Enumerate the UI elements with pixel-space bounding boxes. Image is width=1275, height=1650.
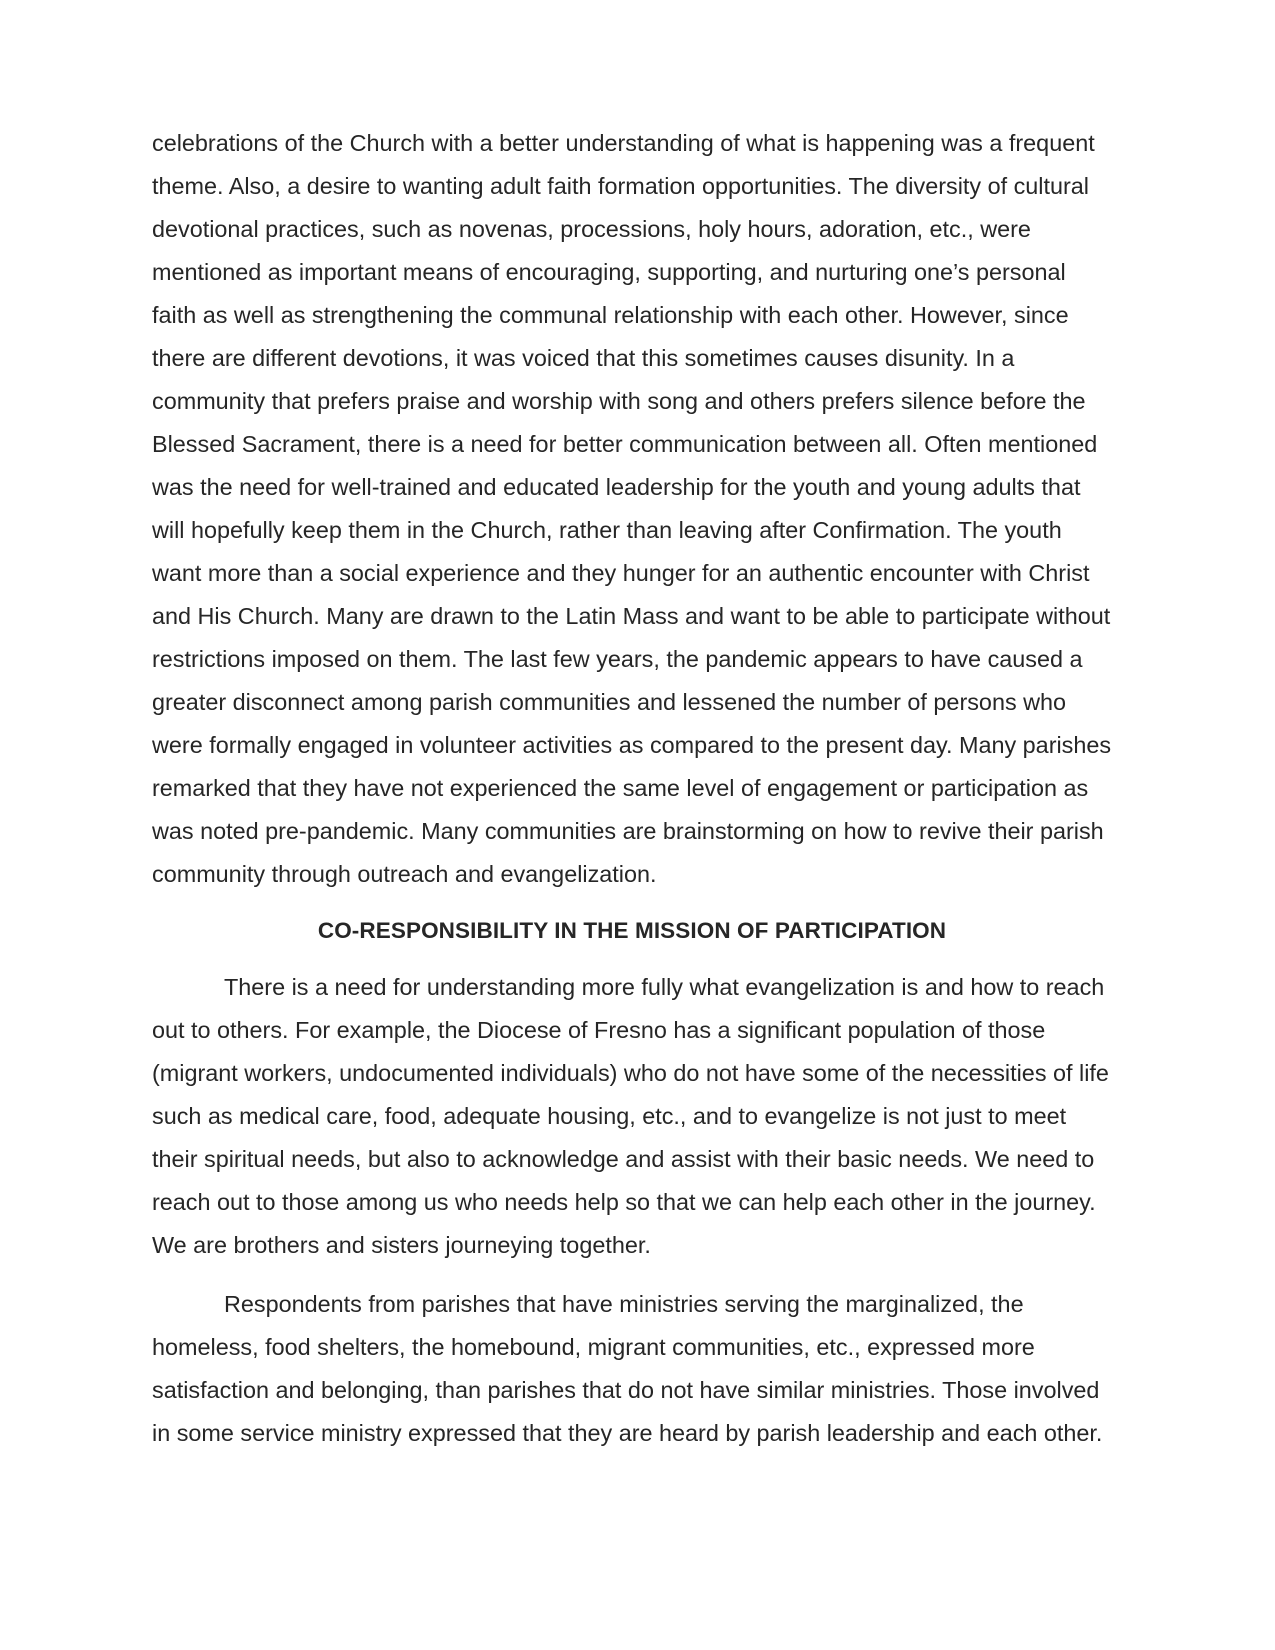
paragraph-service-ministries: Respondents from parishes that have ministries serving the marginalized, the homeless, food shelters, the homebound, migrant communities, etc., expressed more satisfaction and belonging, than parishes that do not have similar ministries. Those involved in some service ministry expressed that they are heard by parish leadership and each other. — [152, 1291, 1103, 1446]
document-body — [152, 122, 1112, 1455]
paragraph-continued: celebrations of the Church with a better understanding of what is happening was a frequent theme. Also, a desire to wanting adult faith formation opportunities. The diversity of cultural devotional practices, such as novenas, processions, holy hours, adoration, etc., were mentioned as important means of encouraging, supporting, and nurturing one’s personal faith as well as strengthening the communal relationship with each other. However, since there are different devotions, it was voiced that this sometimes causes disunity. In a community that prefers praise and worship with song and others prefers silence before the Blessed Sacrament, there is a need for better communication between all. Often mentioned was the need for well-trained and educated leadership for the youth and young adults that will hopefully keep them in the Church, rather than leaving after Confirmation. The youth want more than a social experience and they hunger for an authentic encounter with Christ and His Church. Many are drawn to the Latin Mass and want to be able to participate without restrictions imposed on them. The last few years, the pandemic appears to have caused a greater disconnect among parish communities and lessened the number of persons who were formally engaged in volunteer activities as compared to the present day. Many parishes remarked that they have not experienced the same level of engagement or participation as was noted pre-pandemic. Many communities are brainstorming on how to revive their parish community through outreach and evangelization. — [152, 130, 1112, 887]
section-heading: CO-RESPONSIBILITY IN THE MISSION OF PARTICIPATION — [317, 918, 947, 943]
paragraph-evangelization: There is a need for understanding more fully what evangelization is and how to reach out to others. For example, the Diocese of Fresno has a significant population of those (migrant workers, undocumented individuals) who do not have some of the necessities of life such as medical care, food, adequate housing, etc., and to evangelize is not just to meet their spiritual needs, but also to acknowledge and assist with their basic needs. We need to reach out to those among us who needs help so that we can help each other in the journey. We are brothers and sisters journeying together. — [152, 974, 1109, 1258]
